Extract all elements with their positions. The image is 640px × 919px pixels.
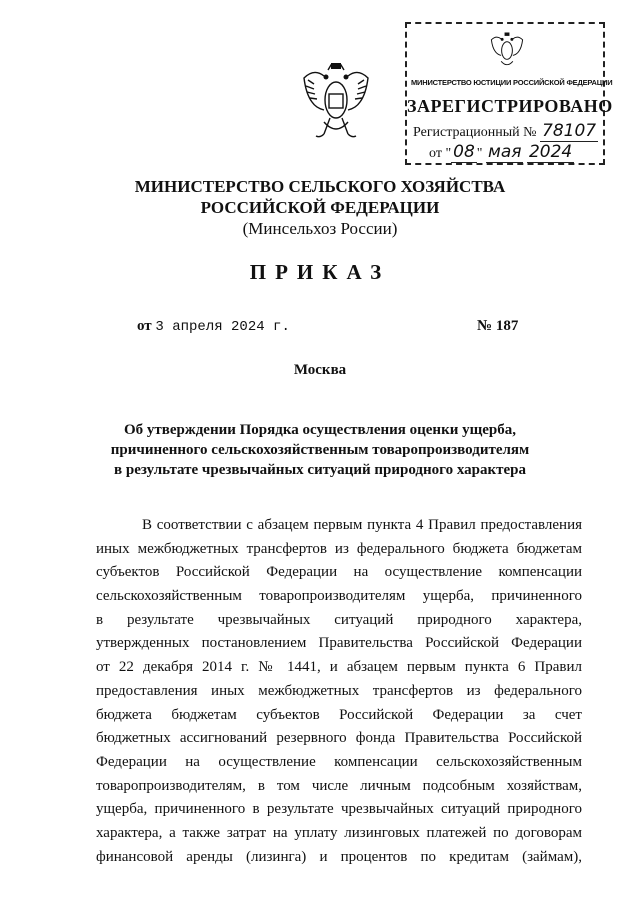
body-line: от 22 декабря 2014 г. № 1441, и абзацем первым пункта 6 Правил bbox=[96, 659, 582, 676]
stamp-date: от " 08 " мая 2024 bbox=[429, 142, 573, 162]
order-number bbox=[477, 318, 518, 335]
stamp-registration-number bbox=[413, 121, 603, 141]
body-line: Федерации на осуществление компенсации сельскохозяйственным bbox=[96, 753, 582, 770]
stamp-registered-label: ЗАРЕГИСТРИРОВАНО bbox=[407, 96, 613, 116]
body-line: утвержденных постановлением Правительства Российской Федерации bbox=[96, 635, 582, 652]
stamp-date-day: 08 bbox=[453, 142, 475, 162]
body-line: бюджетных ассигнований резервного фонда Правительства Российской bbox=[96, 730, 582, 747]
body-line: субъектов Российской Федерации на осуществление компенсации bbox=[96, 564, 582, 581]
body-line: бюджета бюджетам субъектов Российской Федерации за счет bbox=[96, 706, 582, 723]
body-line: товаропроизводителям, в том числе личным подсобным хозяйствам, bbox=[96, 777, 582, 794]
body-line: иных межбюджетных трансфертов из федерального бюджета бюджетам bbox=[96, 540, 582, 557]
order-date-prefix: от bbox=[137, 318, 152, 334]
coat-of-arms-icon bbox=[300, 62, 372, 144]
order-title bbox=[0, 420, 640, 480]
ministry-name-line1: МИНИСТЕРСТВО СЕЛЬСКОГО ХОЗЯЙСТВА bbox=[134, 177, 506, 196]
body-line: в результате чрезвычайных ситуаций природного характера, bbox=[96, 611, 582, 628]
stamp-date-prefix: от bbox=[429, 146, 442, 161]
order-number-value: № 187 bbox=[477, 318, 519, 334]
order-body bbox=[96, 514, 582, 869]
stamp-reg-number: 78107 bbox=[542, 121, 597, 141]
registration-stamp bbox=[405, 22, 613, 165]
order-date: 3 апреля 2024 г. bbox=[155, 319, 290, 335]
body-line: характера, а также затрат на уплату лизинговых платежей по договорам bbox=[96, 824, 582, 841]
ministry-short-name: (Минсельхоз России) bbox=[242, 219, 398, 238]
order-date-row bbox=[137, 318, 527, 335]
order-city: Москва bbox=[293, 362, 347, 378]
order-title-line2: причиненного сельскохозяйственным товаропроизводителям bbox=[110, 442, 530, 458]
stamp-date-month: мая bbox=[488, 142, 522, 162]
body-line: сельскохозяйственным товаропроизводителям ущерба, причиненного bbox=[96, 588, 582, 605]
order-title-line3: в результате чрезвычайных ситуаций природного характера bbox=[114, 462, 526, 478]
body-line: ущерба, причиненного в результате чрезвычайных ситуаций природного bbox=[96, 801, 582, 818]
body-line: предоставления иных межбюджетных трансфертов из федерального bbox=[96, 682, 582, 699]
ministry-name-line2: РОССИЙСКОЙ ФЕДЕРАЦИИ bbox=[200, 198, 440, 217]
stamp-date-year: 2024 bbox=[528, 142, 573, 162]
order-title-line1: Об утверждении Порядка осуществления оценки ущерба, bbox=[123, 422, 517, 438]
stamp-emblem-icon bbox=[489, 32, 525, 72]
ministry-header bbox=[0, 176, 640, 239]
stamp-ministry-name: МИНИСТЕРСТВО ЮСТИЦИИ РОССИЙСКОЙ ФЕДЕРАЦИИ bbox=[411, 78, 613, 87]
body-line: финансовой аренды (лизинга) и процентов по кредитам (займам), bbox=[96, 848, 582, 865]
stamp-reg-label: Регистрационный № bbox=[413, 125, 537, 140]
body-line: В соответствии с абзацем первым пункта 4 Правил предоставления bbox=[142, 517, 582, 533]
document-type: ПРИКАЗ bbox=[249, 260, 391, 284]
